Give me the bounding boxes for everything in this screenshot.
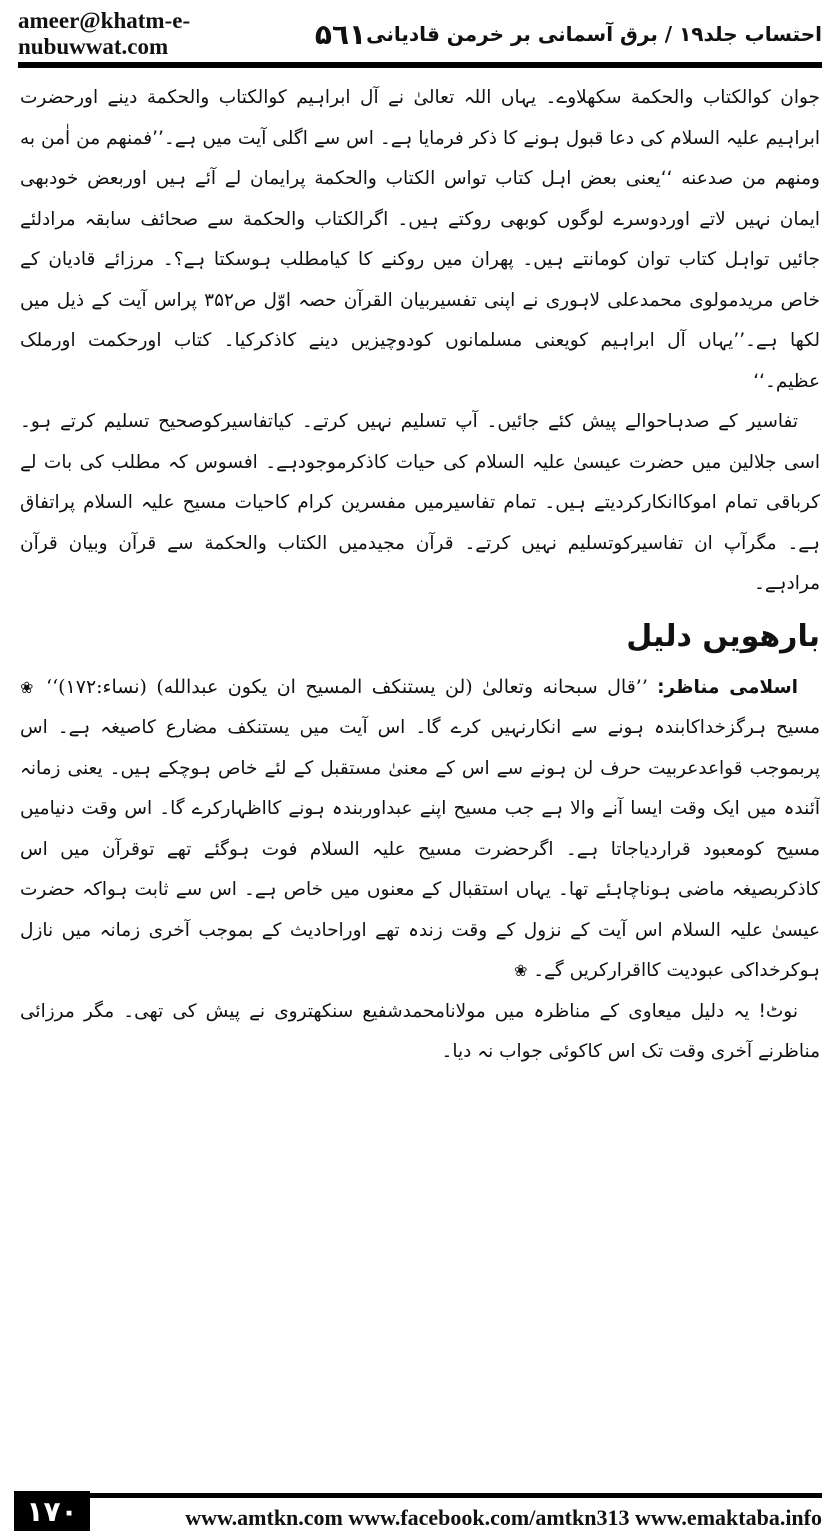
footer-rule: [90, 1493, 822, 1498]
page-content: [20, 78, 820, 1478]
argument-quote: ’’قال سبحانه وتعالیٰ (لن یستنکف المسیح ان یکون عبدالله) (نساء:۱۷۲)‘‘: [46, 675, 648, 698]
body-paragraph-2: تفاسیر کے صدہاحوالے پیش کئے جائیں۔ آپ تسلیم نہیں کرتے۔ کیاتفاسیرکوصحیح تسلیم کرتے ہو۔ اسی جلالین میں حضرت عیسیٰ علیہ السلام کی حیات کاذکرموجودہے۔ افسوس کہ مطلب کی بات لے کرباقی تمام اموکاانکارکردیتے ہیں۔ تمام تفاسیرمیں مفسرین کرام کاحیات مسیح علیہ السلام پراتفاق ہے۔ مگرآپ ان تفاسیرکوتسلیم نہیں کرتے۔ قرآن مجیدمیں الکتاب والحکمة سے قرآن وبیان قرآن مرادہے۔: [20, 411, 820, 594]
body-paragraph-1: جوان کوالکتاب والحکمة سکھلاوے۔ یہاں اللہ تعالیٰ نے آل ابراہیم کوالکتاب والحکمة دینے اورحضرت ابراہیم علیہ السلام کی دعا قبول ہونے کا ذکر فرمایا ہے۔ اس سے اگلی آیت میں ہے۔’’فمنهم من اٰمن به ومنهم من صدعنه ‘‘یعنی بعض اہل کتاب تواس الکتاب والحکمة پرایمان لے آئے ہیں اوربعض خودبھی ایمان نہیں لاتے اوردوسرے لوگوں کوبھی روکتے ہیں۔ اگرالکتاب والحکمة سے صحائف سابقہ مرادلئے جائیں تواہل کتاب توان کومانتے ہیں۔ پھران میں روکنے کا کیامطلب ہوسکتا ہے؟۔ مرزائے قادیان کے خاص مریدمولوی محمدعلی لاہوری نے اپنی تفسیربیان القرآن حصہ اوّل ص۳۵۲ پراس آیت کے ذیل میں لکھا ہے۔’’یہاں آل ابراہیم کویعنی مسلمانوں کودوچیزیں دینے کاذکرکیا۔ کتاب اورحکمت اورملک عظیم۔‘‘: [20, 87, 820, 392]
argument-text: مسیح ہرگزخداکابندہ ہونے سے انکارنہیں کرے گا۔ اس آیت میں یستنکف مضارع کاصیغہ ہے۔ اس پربموجب قواعدعربیت حرف لن ہونے سے اس کے معنیٰ مستقبل کے لئے خاص ہوچکے ہیں۔ یعنی زمانہ آئندہ میں ایک وقت ایسا آنے والا ہے جب مسیح اپنے عبداوربندہ ہونے کااظہارکرے گا۔ اس وقت دنیامیں مسیح کومعبود قراردیاجاتا ہے۔ اگرحضرت مسیح علیہ السلام فوت ہوگئے تھے توقرآن میں اس کاذکربصیغہ ماضی ہوناچاہئے تھا۔ یہاں استقبال کے معنوں میں خاص ہے۔ اس سے ثابت ہواکہ حضرت عیسیٰ علیہ السلام اس آیت کے نزول کے وقت زندہ تھے اوراحادیث کے بموجب آخری زمانہ میں نازل ہوکرخداکی عبودیت کااقرارکریں گے۔: [20, 717, 820, 981]
header-rule: [18, 62, 822, 68]
footer-links[interactable]: www.amtkn.com www.facebook.com/amtkn313 www.emaktaba.info: [185, 1505, 822, 1530]
header-page-number: ۵٦١: [314, 17, 367, 51]
argument-paragraph: [20, 667, 820, 992]
page-footer: [14, 1490, 822, 1532]
header-book-title: احتساب جلد۱۹ / برق آسمانی بر خرمن قادیانی: [366, 22, 822, 46]
footer-right: [90, 1491, 822, 1531]
section-heading: بارھویں دلیل: [626, 618, 820, 654]
flower-close-icon: ❀: [513, 961, 528, 980]
header-email: ameer@khatm-e-nubuwwat.com: [18, 8, 191, 59]
flower-open-icon: ❀: [20, 677, 37, 697]
argument-label: اسلامی مناظر:: [657, 676, 798, 698]
footer-page-number: ١٧٠: [14, 1491, 90, 1531]
header-left: [18, 8, 366, 60]
page-header: [18, 8, 822, 59]
note-paragraph: نوٹ! یہ دلیل میعاوی کے مناظرہ میں مولانامحمدشفیع سنکھتروی نے پیش کی تھی۔ مگر مرزائی مناظرنے آخری وقت تک اس کاکوئی جواب نہ دیا۔: [20, 1000, 820, 1062]
